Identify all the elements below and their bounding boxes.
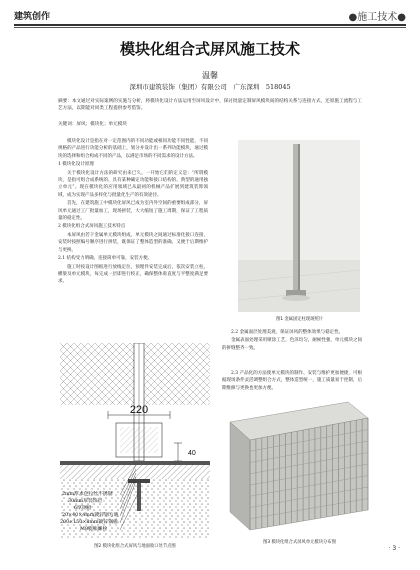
paragraph: 2.2 金属面层处理美观，保证屏风的整体效果与稳定性。: [231, 330, 344, 335]
figure-3-caption: 图3 模块化组合式屏风单元模块分布图: [263, 540, 336, 545]
abstract: 摘要：本文通过对实际案例的实施与分析，将模块化设计方法运用至屏风设计中，探讨批量定制屏风模块间的结构关系与连接方式，还原施工流程与工艺方法，以期能对同类工程提供参考借鉴。: [58, 99, 362, 112]
header-rule-thin: [14, 27, 406, 28]
paragraph: 关于模块化设计方法的研究由来已久。一开始它们的定义是：“所谓模块，是指可组合成系统的、具有某种确定功能和接口结构的、典型的通用独立单元”。现在模块化的应用领域已从最初的机械产品扩展到建筑装饰领域，成为实现产品多样化与批量化生产的有效途径。: [58, 170, 208, 198]
callout-label: 6厚钢板: [74, 506, 92, 511]
node-detail-drawing: [60, 343, 210, 539]
article-title: 模块化组合式屏风施工技术: [119, 40, 300, 58]
paragraph: 施工时按设计图纸进行放线定位，预埋件安装完成后，依次安装立柱、横梁及单元模块，每完成一层即进行校正，确保整体垂直度与平整度满足要求。: [58, 264, 208, 285]
left-column: [58, 138, 208, 287]
figure-1-caption: 图1 金属固定柱现场照片: [275, 317, 324, 322]
column-photo: [238, 140, 360, 312]
affiliation: 深圳市建筑装饰（集团）有限公司 广东深圳 518045: [129, 83, 291, 91]
dimension-220: 220: [129, 404, 149, 416]
callout-label: 2mm厚本色拉丝不锈钢: [62, 492, 113, 497]
paragraph: 首先，在建筑施工中模块化屏风已成为室内外空间的重要组成部分，屏风单元通过工厂批量加工，现场拼装，大大缩短了施工周期，保证了工程质量的稳定性。: [58, 201, 208, 222]
section-heading: 2.1 结构受力明确，连接简单可靠，安装方便。: [58, 256, 153, 262]
paragraph: 本屏风由若干金属单元模块组成，单元模块之间通过标准化接口连接，安装时按照编号顺序进行拼装，既保证了整体造型的准确，又便于后期维护与更换。: [58, 232, 208, 253]
module-render: [224, 398, 374, 536]
callout-label: M8膨胀螺栓: [80, 527, 108, 532]
paragraph: 模块化设计是指在对一定范围内的不同功能或相同功能不同性能、不同规格的产品进行功能分析的基础上，划分并设计出一系列功能模块，通过模块的选择和组合构成不同的产品，以满足市场的不同需求的设计方法。: [58, 139, 208, 159]
figure-2-caption: 图2 模块化组合式屏风与地面收口处节点图: [94, 544, 176, 549]
section-heading: 2 模块化组合式屏风施工技术特点: [58, 224, 126, 230]
paragraph: 2.3 产品化的方法使单元模块的制作、安装与维护更加便捷，可根据现场条件灵活调整组合方式，整体造型统一，施工质量易于控制，后期维修与更换也更加方便。: [222, 371, 362, 391]
section-label: 建筑创作: [14, 12, 51, 22]
keywords: 关键词：屏风；模块化；单元模块: [58, 122, 127, 127]
right-column-top: [222, 329, 362, 353]
callout-label: 30mm厚装饰层: [68, 499, 103, 504]
dimension-40: 40: [188, 450, 196, 457]
paragraph: 金属表面处理采用喷涂工艺，色泽均匀，耐候性强，单元模块之间的拼缝整齐一致。: [222, 338, 362, 351]
callout-label: 20×40×4mm镀锌钢方通: [62, 513, 119, 518]
section-tag: ●施工技术●: [348, 12, 406, 23]
running-header: [14, 6, 406, 24]
section-heading: 1 模块化设计原理: [58, 162, 94, 168]
author: 温馨: [202, 71, 218, 80]
header-rule: [14, 24, 406, 26]
callout-label: 200×150×8mm镀锌钢板: [60, 520, 118, 525]
page-number: · 3 ·: [388, 545, 400, 552]
right-column-mid: [222, 370, 362, 393]
